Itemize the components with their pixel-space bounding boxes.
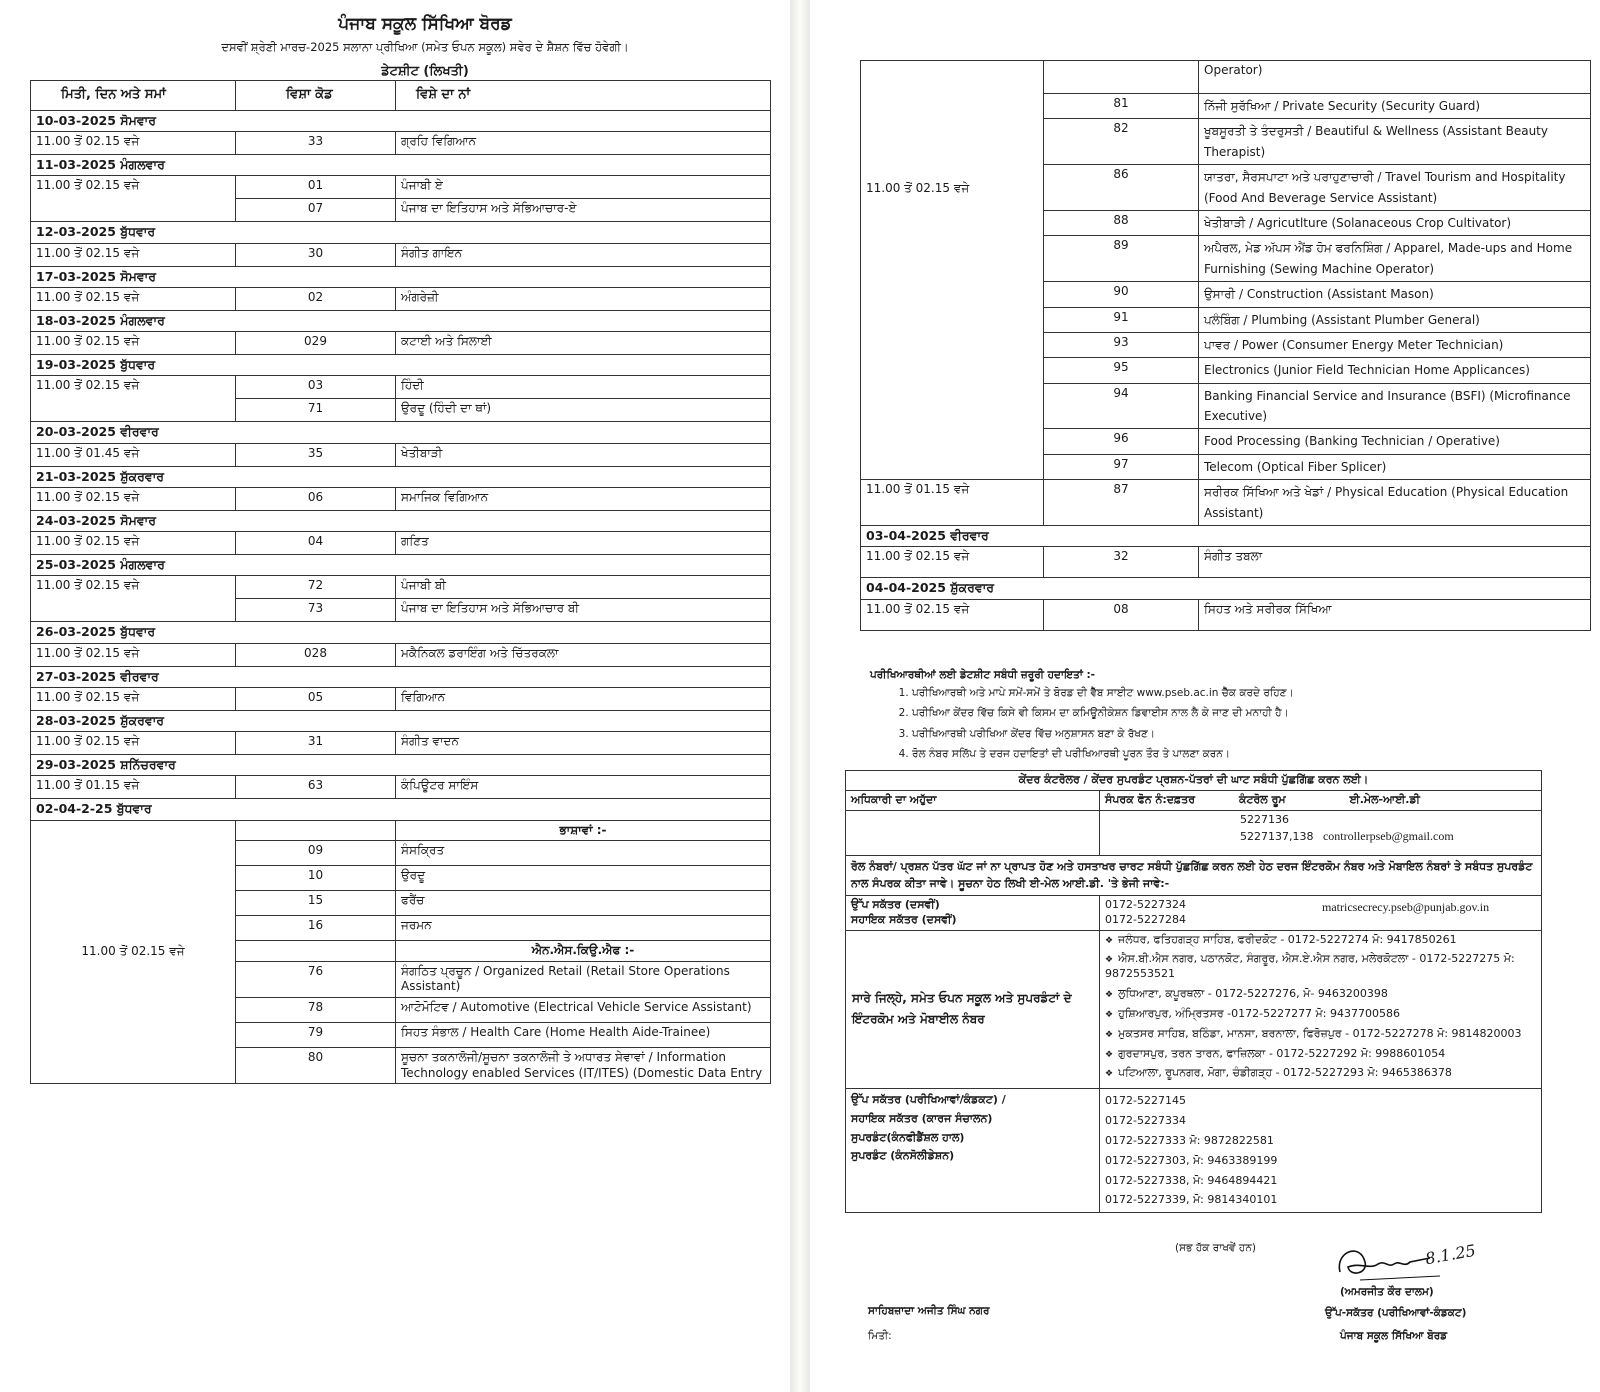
instruction-item: 1. ਪਰੀਖਿਆਰਥੀ ਅਤੇ ਮਾਪੇ ਸਮੇਂ-ਸਮੇਂ ਤੇ ਬੋਰਡ ਦੀ ਵੈੱਬ ਸਾਈਟ www.pseb.ac.in ਚੈੱਕ ਕਰਦੇ ਰਹਿਣ। [912, 686, 1580, 700]
subject-code: 15 [236, 891, 396, 916]
subject-name: ਸੰਗੀਤ ਤਬਲਾ [1199, 547, 1591, 578]
date-row [31, 422, 771, 443]
asst-sec-label: ਸਹਾਇਕ ਸਕੱਤਰ (ਦਸਵੀਂ) [851, 912, 957, 926]
sign-date: 8.1.25 [1423, 1240, 1478, 1269]
nsqf-heading: ਐਨ.ਐਸ.ਕਿਉ.ਐਫ :- [396, 941, 771, 962]
exam-time: 11.00 ਤੋਂ 02.15 ਵਜੇ [31, 487, 236, 510]
col-phone-header: ਸੰਪਰਕ ਫੋਨ ਨੰ:ਦਫ਼ਤਰ [1105, 792, 1196, 806]
exam-time: 11.00 ਤੋਂ 02.15 ਵਜੇ [31, 132, 236, 155]
district-item: ❖ ਹੁਸ਼ਿਆਰਪੁਰ, ਅੰਮ੍ਰਿਤਸਰ -0172-5227277 ਮੋ: 9437700586 [1105, 1007, 1536, 1022]
subject-name: ਪਲੰਬਿੰਗ / Plumbing (Assistant Plumber General) [1199, 307, 1591, 332]
subject-code: 71 [236, 399, 396, 422]
date-row [861, 526, 1591, 547]
subject-name: ਗਣਿਤ [396, 532, 771, 555]
officer-phone: 0172-5227333 ਮੋ: 9872822581 [1105, 1133, 1274, 1147]
control-room-2: 5227137,138 [1240, 829, 1314, 843]
instructions-list [860, 686, 1580, 761]
subject-code: 90 [1044, 282, 1199, 307]
subject-code: 08 [1044, 599, 1199, 630]
exam-time: 11.00 ਤੋਂ 02.15 ਵਜੇ [861, 547, 1044, 578]
instruction-item: 3. ਪਰੀਖਿਆਰਥੀ ਪਰੀਖਿਆ ਕੇਂਦਰ ਵਿੱਚ ਅਨੁਸ਼ਾਸਨ ਬਣਾ ਕੇ ਰੱਖਣ। [912, 727, 1580, 741]
subject-name: ਪੰਜਾਬ ਦਾ ਇਤਿਹਾਸ ਅਤੇ ਸੱਭਿਆਚਾਰ-ਏ [396, 199, 771, 222]
date-row [31, 310, 771, 331]
blank-code [236, 820, 396, 841]
subject-code: 03 [236, 376, 396, 399]
subject-name: ਸਿਹਤ ਸੰਭਾਲ / Health Care (Home Health Aide-Trainee) [396, 1023, 771, 1048]
subject-code: 88 [1044, 210, 1199, 235]
subject-code: 95 [1044, 358, 1199, 383]
date-row [31, 222, 771, 243]
officers-list [846, 1089, 1100, 1213]
subject-code: 78 [236, 998, 396, 1023]
subject-name: ਆਟੋਮੋਟਿਵ / Automotive (Electrical Vehicle Service Assistant) [396, 998, 771, 1023]
date-row [31, 510, 771, 531]
blank-code [1044, 61, 1199, 94]
table-row [31, 643, 771, 666]
date-row [31, 355, 771, 376]
table-row [31, 332, 771, 355]
exam-time: 11.00 ਤੋਂ 02.15 ਵਜੇ [31, 576, 236, 622]
officer-phone: 0172-5227145 [1105, 1094, 1186, 1108]
officer-phones-list [1100, 1089, 1542, 1213]
table-row [31, 443, 771, 466]
officer-item: ਸੁਪਰਡੰਟ (ਕੰਨਸੋਲੀਡੇਸ਼ਨ) [851, 1149, 955, 1163]
subject-name: ਕੰਪਿਊਟਰ ਸਾਇੰਸ [396, 776, 771, 799]
exam-time: 11.00 ਤੋਂ 02.15 ਵਜੇ [31, 287, 236, 310]
rights-note: (ਸਭ ਹੱਕ ਰਾਖਵੇਂ ਹਨ) [1175, 1242, 1256, 1254]
subject-name: ਸਿਹਤ ਅਤੇ ਸਰੀਰਕ ਸਿੱਖਿਆ [1199, 599, 1591, 630]
subject-name: ਅਪੈਰਲ, ਮੇਡ ਅੱਪਸ ਐਂਡ ਹੋਮ ਫਰਨਿਸ਼ਿੰਗ / Apparel, Made-ups and Home Furnishing (Sewing Machine Operator) [1199, 236, 1591, 282]
subject-code: 72 [236, 576, 396, 599]
district-item: ❖ ਐਸ.ਬੀ.ਐਸ ਨਗਰ, ਪਠਾਨਕੋਟ, ਸੰਗਰੂਰ, ਐਸ.ਏ.ਐਸ ਨਗਰ, ਮਲੇਰਕੋਟਲਾ - 0172-5227275 ਮੋ: 9872553521 [1105, 952, 1536, 982]
dy-sec-phone: 0172-5227324 [1105, 897, 1186, 911]
datesheet-table-right [860, 60, 1591, 631]
table-row [31, 287, 771, 310]
exam-date: 03-04-2025 ਵੀਰਵਾਰ [861, 526, 1591, 547]
subject-name: ਸੰਸਕ੍ਰਿਤ [396, 841, 771, 866]
exam-time: 11.00 ਤੋਂ 02.15 ਵਜੇ [31, 332, 236, 355]
subject-name: ਸੂਚਨਾ ਤਕਨਾਲੋਜੀ/ਸੂਚਨਾ ਤਕਨਾਲੋਜੀ ਤੇ ਅਧਾਰਤ ਸੇਵਾਵਾਂ / Information Technology enabled Services (IT/ITES) (Domestic Data Entry [396, 1048, 771, 1084]
table-row [31, 576, 771, 599]
subject-code: 029 [236, 332, 396, 355]
subject-code: 91 [1044, 307, 1199, 332]
district-item: ❖ ਪਟਿਆਲਾ, ਰੂਪਨਗਰ, ਮੋਗਾ, ਚੰਡੀਗੜ੍ਹ - 0172-5227293 ਮੋ: 9465386378 [1105, 1066, 1536, 1081]
contact-cols [1100, 790, 1542, 810]
subject-code: 86 [1044, 165, 1199, 211]
subject-code: 97 [1044, 454, 1199, 479]
table-row [861, 61, 1591, 94]
officer-phone: 0172-5227303, ਮੋ: 9463389199 [1105, 1153, 1278, 1167]
subject-code: 06 [236, 487, 396, 510]
exam-time: 11.00 ਤੋਂ 02.15 ਵਜੇ [861, 61, 1044, 480]
table-row [31, 487, 771, 510]
exam-time: 11.00 ਤੋਂ 01.15 ਵਜੇ [31, 776, 236, 799]
table-header-row [31, 81, 771, 111]
subject-name: Electronics (Junior Field Technician Home Applicances) [1199, 358, 1591, 383]
col-officer-header: ਅਧਿਕਾਰੀ ਦਾ ਅਹੁੱਦਾ [846, 790, 1100, 810]
block-0204-left [31, 799, 771, 1084]
subject-code: 09 [236, 841, 396, 866]
languages-heading: ਭਾਸ਼ਾਵਾਂ :- [396, 820, 771, 841]
subject-name: ਉਰਦੂ (ਹਿੰਦੀ ਦਾ ਥਾਂ) [396, 399, 771, 422]
exam-time: 11.00 ਤੋਂ 02.15 ਵਜੇ [31, 532, 236, 555]
right-page [810, 0, 1600, 1392]
col-email-header: ਈ.ਮੇਲ-ਆਈ.ਡੀ [1349, 792, 1420, 806]
exam-date: 11-03-2025 ਮੰਗਲਵਾਰ [31, 155, 771, 176]
block-0204-right [861, 61, 1591, 526]
officer-phone: 0172-5227334 [1105, 1114, 1186, 1128]
exam-date: 10-03-2025 ਸੋਮਵਾਰ [31, 110, 771, 131]
district-item: ❖ ਜਲੰਧਰ, ਫਤਿਹਗੜ੍ਹ ਸਾਹਿਬ, ਫਰੀਦਕੋਟ - 0172-5227274 ਮੋ: 9417850261 [1105, 933, 1536, 948]
district-item: ❖ ਮੁਕਤਸਰ ਸਾਹਿਬ, ਬਠਿੰਡਾ, ਮਾਨਸਾ, ਬਰਨਾਲਾ, ਫਿਰੋਜ਼ਪੁਰ - 0172-5227278 ਮੋ: 9814820003 [1105, 1027, 1536, 1042]
districts-label: ਸਾਰੇ ਜਿਲ੍ਹੇ, ਸਮੇਤ ਓਪਨ ਸਕੂਲ ਅਤੇ ਸੁਪਰਡੰਟਾਂ ਦੇ ਇੰਟਰਕੋਮ ਅਤੇ ਮੋਬਾਈਲ ਨੰਬਰ [846, 930, 1100, 1089]
table-row [31, 732, 771, 755]
table-row [861, 547, 1591, 578]
date-row [31, 666, 771, 687]
exam-time: 11.00 ਤੋਂ 02.15 ਵਜੇ [31, 732, 236, 755]
date-row [31, 799, 771, 820]
schedule-body [31, 110, 771, 799]
exam-time: 11.00 ਤੋਂ 01.15 ਵਜੇ [861, 480, 1044, 526]
exam-date: 28-03-2025 ਸ਼ੁੱਕਰਵਾਰ [31, 710, 771, 731]
col-subject-header: ਵਿਸ਼ੇ ਦਾ ਨਾਂ [396, 81, 771, 111]
exam-time: 11.00 ਤੋਂ 02.15 ਵਜੇ [861, 599, 1044, 630]
subject-code: 94 [1044, 383, 1199, 429]
table-row [31, 820, 771, 841]
subject-name: ਸੰਗਠਿਤ ਪ੍ਰਚੂਨ / Organized Retail (Retail Store Operations Assistant) [396, 961, 771, 997]
exam-date: 20-03-2025 ਵੀਰਵਾਰ [31, 422, 771, 443]
subject-name: ਖੂਬਸੂਰਤੀ ਤੇ ਤੰਦਰੁਸਤੀ / Beautiful & Wellness (Assistant Beauty Therapist) [1199, 119, 1591, 165]
officer-phone: 0172-5227338, ਮੋ: 9464894421 [1105, 1173, 1278, 1187]
district-item: ❖ ਗੁਰਦਾਸਪੁਰ, ਤਰਨ ਤਾਰਨ, ਫਾਜ਼ਿਲਕਾ - 0172-5227292 ਮੋ: 9988601054 [1105, 1047, 1536, 1062]
table-row [31, 532, 771, 555]
exam-subtitle: ਦਸਵੀਂ ਸ਼੍ਰੇਣੀ ਮਾਰਚ-2025 ਸਲਾਨਾ ਪ੍ਰੀਖਿਆ (ਸਮੇਤ ਓਪਨ ਸਕੂਲ) ਸਵੇਰ ਦੇ ਸ਼ੈਸ਼ਨ ਵਿੱਚ ਹੋਵੇਗੀ। [221, 40, 629, 54]
instruction-item: 4. ਰੋਲ ਨੰਬਰ ਸਲਿੱਪ ਤੇ ਦਰਜ ਹਦਾਇਤਾਂ ਦੀ ਪਰੀਖਿਆਰਥੀ ਪੂਰਨ ਤੌਰ ਤੇ ਪਾਲਣਾ ਕਰਨ। [912, 747, 1580, 761]
signatory-designation: ਉੱਪ-ਸਕੱਤਰ (ਪਰੀਖਿਆਵਾਂ-ਕੰਡਕਟ) [1325, 1307, 1467, 1319]
subject-code: 81 [1044, 94, 1199, 119]
blank-code [236, 941, 396, 962]
exam-time: 11.00 ਤੋਂ 02.15 ਵਜੇ [31, 687, 236, 710]
left-page [0, 0, 790, 1392]
table-row [31, 687, 771, 710]
exam-time: 11.00 ਤੋਂ 02.15 ਵਜੇ [31, 376, 236, 422]
subject-code: 96 [1044, 429, 1199, 454]
subject-name: ਹਿੰਦੀ [396, 376, 771, 399]
subject-code: 33 [236, 132, 396, 155]
datesheet-title: ਡੇਟਸ਼ੀਟ (ਲਿਖਤੀ) [381, 64, 469, 79]
instructions [860, 668, 1580, 767]
subject-code: 028 [236, 643, 396, 666]
subject-name: ਕਟਾਈ ਅਤੇ ਸਿਲਾਈ [396, 332, 771, 355]
contact-note: ਰੋਲ ਨੰਬਰਾਂ/ ਪ੍ਰਸ਼ਨ ਪੱਤਰ ਘੱਟ ਜਾਂ ਨਾ ਪ੍ਰਾਪਤ ਹੋਣ ਅਤੇ ਹਸਤਾਖਰ ਚਾਰਟ ਸਬੰਧੀ ਪੁੱਛਗਿੱਛ ਕਰਨ ਲਈ ਹੇਠ ਦਰਜ ਇੰਟਰਕੋਮ ਨੰਬਰ ਅਤੇ ਮੋਬਾਇਲ ਨੰਬਰਾਂ ਤੇ ਸਬੰਧਤ ਸੁਪਰਡੰਟ ਨਾਲ ਸੰਪਰਕ ਕੀਤਾ ਜਾਵੇ। ਸੂਚਨਾ ਹੇਠ ਲਿਖੀ ਈ-ਮੇਲ ਆਈ.ਡੀ. 'ਤੇ ਭੇਜੀ ਜਾਵੇ:- [846, 855, 1542, 895]
subject-name: ਪੰਜਾਬੀ ਬੀ [396, 576, 771, 599]
subject-code: 79 [236, 1023, 396, 1048]
table-row [31, 376, 771, 399]
page-fold [790, 0, 810, 1392]
exam-time: 11.00 ਤੋਂ 02.15 ਵਜੇ [31, 820, 236, 1084]
subject-name: ਫਰੈਂਚ [396, 891, 771, 916]
date-row [31, 622, 771, 643]
exam-date: 25-03-2025 ਮੰਗਲਵਾਰ [31, 555, 771, 576]
contact-table [845, 770, 1542, 1213]
footer-place: ਸਾਹਿਬਜ਼ਾਦਾ ਅਜੀਤ ਸਿੰਘ ਨਗਰ [868, 1305, 990, 1317]
subject-code: 31 [236, 732, 396, 755]
exam-date: 26-03-2025 ਬੁੱਧਵਾਰ [31, 622, 771, 643]
subject-name: ਪੰਜਾਬੀ ਏ [396, 176, 771, 199]
col-date-header: ਮਿਤੀ, ਦਿਨ ਅਤੇ ਸਮਾਂ [31, 81, 236, 111]
exam-time: 11.00 ਤੋਂ 02.15 ਵਜੇ [31, 176, 236, 222]
subject-name: ਉਰਦੂ [396, 866, 771, 891]
subject-name: ਨਿੱਜੀ ਸੁਰੱਖਿਆ / Private Security (Security Guard) [1199, 94, 1591, 119]
signatory-org: ਪੰਜਾਬ ਸਕੂਲ ਸਿੱਖਿਆ ਬੋਰਡ [1340, 1330, 1448, 1342]
date-row [31, 555, 771, 576]
officer-item: ਸੁਪਰਡੰਟ(ਕੰਨਫੀਡੈਂਸ਼ਲ ਹਾਲ) [851, 1130, 965, 1144]
officer-item: ਉੱਪ ਸਕੱਤਰ (ਪਰੀਖਿਆਵਾਂ/ਕੰਡਕਟ) / [851, 1093, 1006, 1107]
subject-code: 30 [236, 243, 396, 266]
date-row [31, 155, 771, 176]
date-row [31, 710, 771, 731]
subject-code: 82 [1044, 119, 1199, 165]
signatory-name: (ਅਮਰਜੀਤ ਕੌਰ ਦਾਲਮ) [1340, 1286, 1434, 1298]
subject-name: ਖੇਤੀਬਾੜੀ [396, 443, 771, 466]
subject-code: 16 [236, 916, 396, 941]
exam-date: 27-03-2025 ਵੀਰਵਾਰ [31, 666, 771, 687]
subject-code: 05 [236, 687, 396, 710]
table-row [861, 599, 1591, 630]
date-row [31, 266, 771, 287]
subject-code: 35 [236, 443, 396, 466]
date-row [31, 110, 771, 131]
subject-name: ਸੰਗੀਤ ਵਾਦਨ [396, 732, 771, 755]
schedule-body-right [861, 526, 1591, 631]
asst-sec-phone: 0172-5227284 [1105, 912, 1186, 926]
col-control-header: ਕੰਟਰੋਲ ਰੂਮ [1238, 792, 1286, 806]
exam-date: 21-03-2025 ਸ਼ੁੱਕਰਵਾਰ [31, 466, 771, 487]
exam-date: 19-03-2025 ਬੁੱਧਵਾਰ [31, 355, 771, 376]
subject-name: ਅੰਗਰੇਜ਼ੀ [396, 287, 771, 310]
instruction-item: 2. ਪਰੀਖਿਆ ਕੇਂਦਰ ਵਿੱਚ ਕਿਸੇ ਵੀ ਕਿਸਮ ਦਾ ਕਮਿਊਨੀਕੇਸ਼ਨ ਡਿਵਾਈਸ ਨਾਲ ਲੈ ਕੇ ਜਾਣ ਦੀ ਮਨਾਹੀ ਹੈ। [912, 706, 1580, 720]
subject-code: 01 [236, 176, 396, 199]
subject-code: 73 [236, 599, 396, 622]
exam-time: 11.00 ਤੋਂ 02.15 ਵਜੇ [31, 243, 236, 266]
districts-list [1105, 933, 1536, 1082]
subject-code: 04 [236, 532, 396, 555]
subject-code: 02 [236, 287, 396, 310]
exam-date: 29-03-2025 ਸ਼ਨਿੱਚਰਵਾਰ [31, 755, 771, 776]
subject-code: 87 [1044, 480, 1199, 526]
exam-date: 02-04-2-25 ਬੁੱਧਵਾਰ [31, 799, 771, 820]
subject-name: ਮਕੈਨਿਕਲ ਡਰਾਇੰਗ ਅਤੇ ਚਿੱਤਰਕਲਾ [396, 643, 771, 666]
subject-name: Food Processing (Banking Technician / Operative) [1199, 429, 1591, 454]
control-room-1: 5227136 [1240, 812, 1289, 826]
subject-code: 07 [236, 199, 396, 222]
district-item: ❖ ਲੁਧਿਆਣਾ, ਕਪੂਰਥਲਾ - 0172-5227276, ਮੋ- 9463200398 [1105, 987, 1536, 1002]
subject-code: 80 [236, 1048, 396, 1084]
subject-code: 76 [236, 961, 396, 997]
table-row [861, 480, 1591, 526]
subject-name: ਸਰੀਰਕ ਸਿੱਖਿਆ ਅਤੇ ਖੇਡਾਂ / Physical Education (Physical Education Assistant) [1199, 480, 1591, 526]
subject-name: ਗ੍ਰਹਿ ਵਿਗਿਆਨ [396, 132, 771, 155]
exam-date: 24-03-2025 ਸੋਮਵਾਰ [31, 510, 771, 531]
subject-name: Banking Financial Service and Insurance (BSFI) (Microfinance Executive) [1199, 383, 1591, 429]
table-row [31, 132, 771, 155]
control-email: controllerpseb@gmail.com [1322, 828, 1454, 843]
instructions-heading: ਪਰੀਖਿਆਰਥੀਆਂ ਲਈ ਡੇਟਸ਼ੀਟ ਸਬੰਧੀ ਜ਼ਰੂਰੀ ਹਦਾਇਤਾਂ :- [870, 669, 1096, 681]
footer-date-label: ਮਿਤੀ: [868, 1330, 892, 1342]
table-row [31, 243, 771, 266]
exam-date: 12-03-2025 ਬੁੱਧਵਾਰ [31, 222, 771, 243]
officer-phone: 0172-5227339, ਮੋ: 9814340101 [1105, 1193, 1278, 1207]
exam-time: 11.00 ਤੋਂ 01.45 ਵਜੇ [31, 443, 236, 466]
subject-code: 10 [236, 866, 396, 891]
table-row [31, 176, 771, 199]
subject-name: ਯਾਤਰਾ, ਸੈਰਸਪਾਟਾ ਅਤੇ ਪਰਾਹੁਣਾਚਾਰੀ / Travel Tourism and Hospitality (Food And Beverage Service Assistant) [1199, 165, 1591, 211]
subject-code: 32 [1044, 547, 1199, 578]
subject-name: ਸੰਗੀਤ ਗਾਇਨ [396, 243, 771, 266]
exam-date: 04-04-2025 ਸ਼ੁੱਕਰਵਾਰ [861, 578, 1591, 599]
subject-name: ਵਿਗਿਆਨ [396, 687, 771, 710]
subject-name: ਖੇਤੀਬਾੜੀ / Agricutlture (Solanaceous Crop Cultivator) [1199, 210, 1591, 235]
subject-name: ਜਰਮਨ [396, 916, 771, 941]
col-code-header: ਵਿਸ਼ਾ ਕੋਡ [236, 81, 396, 111]
date-row [31, 466, 771, 487]
dy-sec-label: ਉੱਪ ਸਕੱਤਰ (ਦਸਵੀਂ) [851, 897, 940, 911]
date-row [861, 578, 1591, 599]
date-row [31, 755, 771, 776]
subject-code: 93 [1044, 332, 1199, 357]
table-row [31, 776, 771, 799]
exam-date: 17-03-2025 ਸੋਮਵਾਰ [31, 266, 771, 287]
subject-name: ਪੰਜਾਬ ਦਾ ਇਤਿਹਾਸ ਅਤੇ ਸੱਭਿਆਚਾਰ ਬੀ [396, 599, 771, 622]
board-title: ਪੰਜਾਬ ਸਕੂਲ ਸਿੱਖਿਆ ਬੋਰਡ [338, 14, 512, 34]
exam-time: 11.00 ਤੋਂ 02.15 ਵਜੇ [31, 643, 236, 666]
subject-code: 63 [236, 776, 396, 799]
subject-name: ਪਾਵਰ / Power (Consumer Energy Meter Technician) [1199, 332, 1591, 357]
subject-name: ਉਸਾਰੀ / Construction (Assistant Mason) [1199, 282, 1591, 307]
officer-item: ਸਹਾਇਕ ਸਕੱਤਰ (ਕਾਰਜ ਸੰਚਾਲਨ) [851, 1112, 993, 1125]
subject-continued: Operator) [1199, 61, 1591, 94]
datesheet-table-left [30, 80, 771, 1084]
exam-date: 18-03-2025 ਮੰਗਲਵਾਰ [31, 310, 771, 331]
contact-title: ਕੇਂਦਰ ਕੰਟਰੋਲਰ / ਕੇਂਦਰ ਸੁਪਰਡੰਟ ਪ੍ਰਸ਼ਨ-ਪੱਤਰਾਂ ਦੀ ਘਾਟ ਸਬੰਧੀ ਪੁੱਛਗਿੱਛ ਕਰਨ ਲਈ। [846, 771, 1542, 791]
subject-name: Telecom (Optical Fiber Splicer) [1199, 454, 1591, 479]
subject-code: 89 [1044, 236, 1199, 282]
subject-name: ਸਮਾਜਿਕ ਵਿਗਿਆਨ [396, 487, 771, 510]
matric-email: matricsecrecy.pseb@punjab.gov.in [1322, 899, 1490, 914]
